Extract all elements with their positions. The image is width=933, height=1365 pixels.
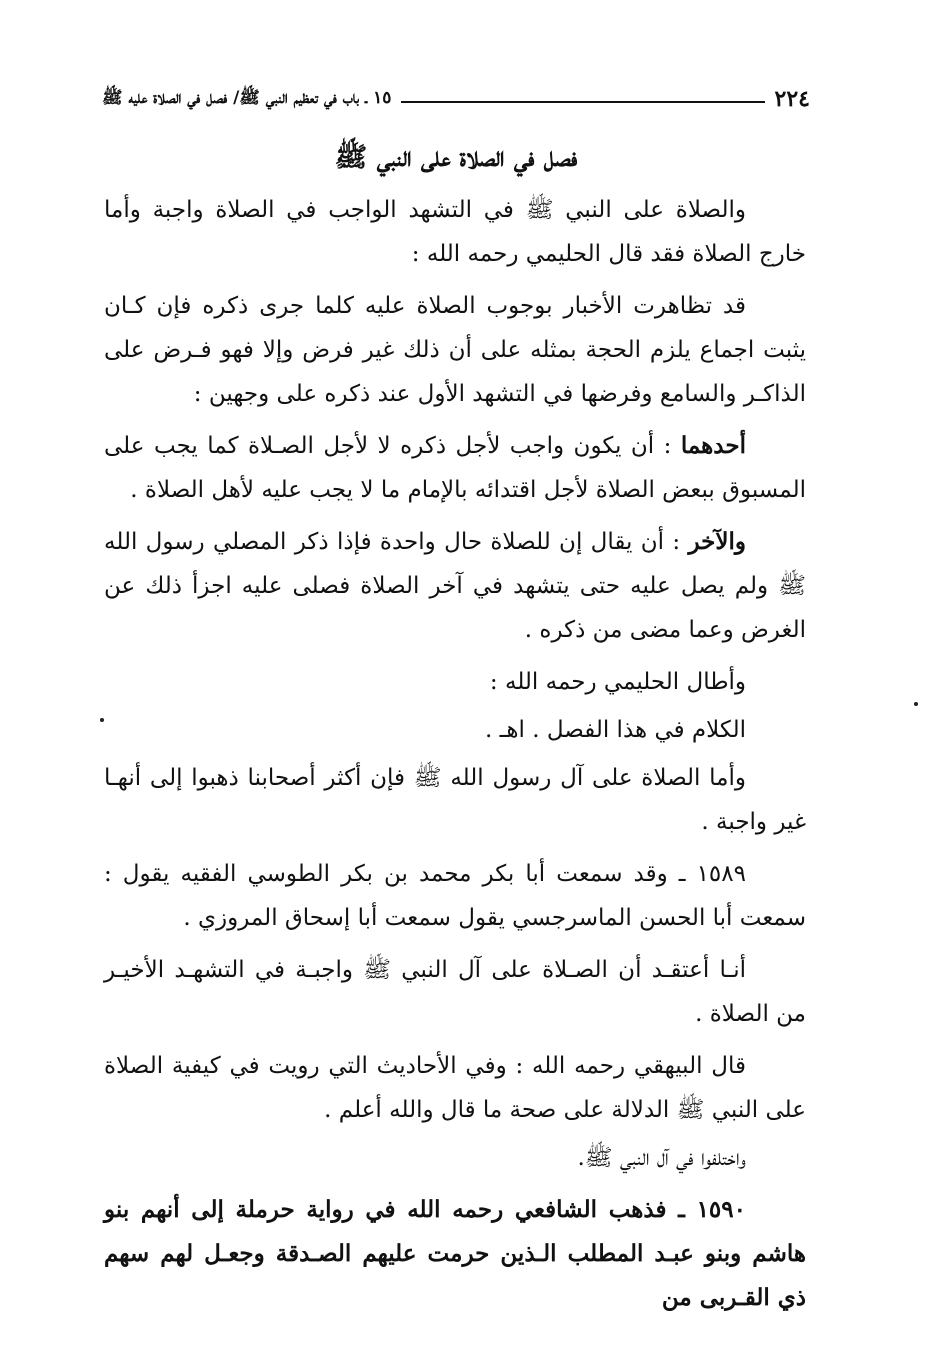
paragraph-3 bbox=[104, 424, 806, 512]
paragraph-text: : أن يقال إن للصلاة حال واحدة فإذا ذكر المصلي رسول الله ﷺ ولم يصل عليه حتى يتشهد في آخر الصلاة فصلى عليه اجزأ ذلك عن الغرض وعما مضى من ذكره . bbox=[104, 529, 806, 643]
paragraph-text: : أن يكون واجب لأجل ذكره لا لأجل الصـلاة كما يجب على المسبوق ببعض الصلاة لأجل اقتدائه بالإمام ما لا يجب عليه لأهل الصلاة . bbox=[104, 433, 806, 503]
paragraph-text: قد تظاهرت الأخبار بوجوب الصلاة عليه كلما جرى ذكره فإن كـان يثبت اجماع يلزم الحجة بمثله على أن ذلك غير فرض وإلا فهو فـرض على الذاكـر والسامع وفرضها في التشهد الأول عند ذكره على وجهين : bbox=[104, 293, 806, 407]
paragraph-lead: والآخر bbox=[688, 528, 746, 555]
section-title: فصل في الصلاة على النبي ﷺ bbox=[334, 142, 578, 173]
paragraph-text: ١٥٨٩ ـ وقد سمعت أبا بكر محمد بن بكر الطوسي الفقيه يقول : سمعت أبا الحسن الماسرجسي يقول سمعت أبا إسحاق المروزي . bbox=[104, 861, 806, 931]
header-rule bbox=[401, 101, 764, 103]
paragraph-9 bbox=[104, 948, 806, 1036]
paragraph-6 bbox=[104, 708, 806, 752]
paragraph-8 bbox=[104, 852, 806, 940]
paragraph-5 bbox=[104, 660, 806, 704]
paragraph-text: والصلاة على النبي ﷺ في التشهد الواجب في الصلاة واجبة وأما خارج الصلاة فقد قال الحليمي رحمه الله : bbox=[104, 197, 806, 267]
paragraph-4 bbox=[104, 520, 806, 652]
paragraph-text: أنـا أعتقـد أن الصـلاة على آل النبي ﷺ واجبـة في التشهـد الأخيـر من الصلاة . bbox=[104, 957, 806, 1027]
running-title: ١٥ ـ باب في تعظيم النبي ﷺ/ فصل في الصلاة عليه ﷺ bbox=[102, 87, 392, 108]
running-header bbox=[102, 82, 810, 116]
scan-speck bbox=[100, 718, 104, 722]
paragraph-text: واختلفوا في آل النبي ﷺ. bbox=[577, 1145, 746, 1171]
scan-speck bbox=[914, 702, 918, 706]
paragraph-text: وأما الصلاة على آل رسول الله ﷺ فإن أكثر أصحابنا ذهبوا إلى أنهـا غير واجبة . bbox=[104, 765, 806, 835]
paragraph-10 bbox=[104, 1044, 806, 1132]
paragraph-1 bbox=[104, 188, 806, 276]
paragraph-text: وأطال الحليمي رحمه الله : bbox=[489, 669, 746, 695]
paragraph-lead: أحدهما bbox=[680, 432, 746, 459]
text-body bbox=[104, 188, 806, 1328]
paragraph-text: ١٥٩٠ ـ فذهب الشافعي رحمه الله في رواية حرملة إلى أنهم بنو هاشم وبنو عبـد المطلب الـذين حرمت عليهم الصـدقة وجعـل لهم سهم ذي القـربى من bbox=[104, 1196, 806, 1311]
paragraph-2 bbox=[104, 284, 806, 416]
paragraph-7 bbox=[104, 756, 806, 844]
paragraph-12 bbox=[104, 1188, 806, 1320]
page-number: ٢٢٤ bbox=[774, 86, 810, 112]
paragraph-text: قال البيهقي رحمه الله : وفي الأحاديث التي رويت في كيفية الصلاة على النبي ﷺ الدلالة على صحة ما قال والله أعلم . bbox=[104, 1053, 806, 1123]
paragraph-text: الكلام في هذا الفصل . اهـ . bbox=[485, 717, 746, 743]
paragraph-11 bbox=[104, 1136, 806, 1180]
